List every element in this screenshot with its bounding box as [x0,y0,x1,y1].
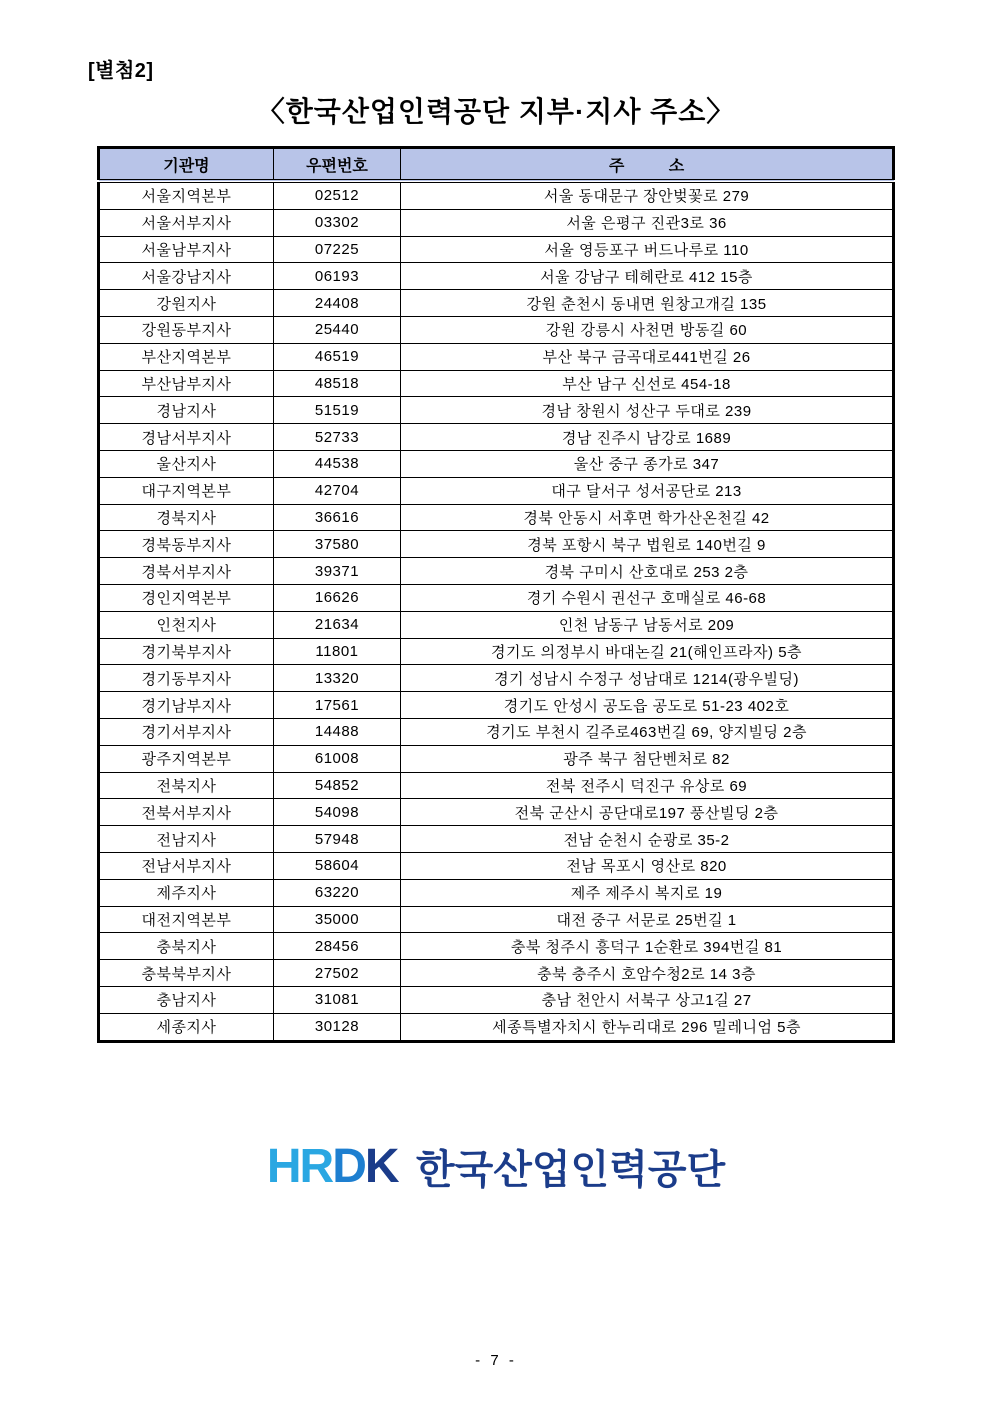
cell-org: 제주지사 [99,879,274,906]
cell-address: 강원 강릉시 사천면 방동길 60 [401,316,894,343]
table-row [99,316,894,343]
cell-org: 경인지역본부 [99,584,274,611]
cell-org: 충북지사 [99,933,274,960]
table-row [99,504,894,531]
cell-postal: 39371 [273,558,400,585]
table-row [99,611,894,638]
cell-address: 서울 동대문구 장안벚꽃로 279 [401,181,894,209]
cell-org: 서울지역본부 [99,181,274,209]
table-row [99,263,894,290]
column-header-address: 주 소 [401,148,894,182]
cell-address: 충북 청주시 흥덕구 1순환로 394번길 81 [401,933,894,960]
cell-postal: 46519 [273,343,400,370]
cell-org: 서울강남지사 [99,263,274,290]
table-row [99,718,894,745]
cell-org: 경북지사 [99,504,274,531]
table-row [99,450,894,477]
page-title: 〈한국산업인력공단 지부·지사 주소〉 [256,96,736,127]
cell-address: 부산 남구 신선로 454-18 [401,370,894,397]
cell-address: 경기도 안성시 공도읍 공도로 51-23 402호 [401,692,894,719]
cell-address: 전남 순천시 순광로 35-2 [401,826,894,853]
cell-postal: 07225 [273,236,400,263]
hrdk-logo-letters [267,1140,398,1193]
cell-address: 광주 북구 첨단벤처로 82 [401,745,894,772]
cell-org: 부산남부지사 [99,370,274,397]
cell-postal: 21634 [273,611,400,638]
cell-org: 충북북부지사 [99,960,274,987]
cell-postal: 58604 [273,852,400,879]
table-row [99,477,894,504]
cell-postal: 54852 [273,772,400,799]
cell-org: 대구지역본부 [99,477,274,504]
cell-address: 경북 안동시 서후면 학가산온천길 42 [401,504,894,531]
table-row [99,960,894,987]
cell-postal: 03302 [273,209,400,236]
logo-letter-h: H [266,1140,300,1193]
table-row [99,933,894,960]
cell-org: 충남지사 [99,986,274,1013]
logo-letter-d: D [332,1140,365,1193]
cell-address: 대전 중구 서문로 25번길 1 [401,906,894,933]
cell-postal: 63220 [273,879,400,906]
cell-org: 부산지역본부 [99,343,274,370]
cell-org: 서울남부지사 [99,236,274,263]
cell-address: 세종특별자치시 한누리대로 296 밀레니엄 5층 [401,1013,894,1041]
cell-org: 전남서부지사 [99,852,274,879]
table-row [99,745,894,772]
page-number: - 7 - [475,1352,517,1369]
cell-address: 전북 전주시 덕진구 유상로 69 [401,772,894,799]
table-row [99,209,894,236]
table-row [99,236,894,263]
logo-letter-r: R [299,1140,333,1193]
cell-org: 전남지사 [99,826,274,853]
logo-letter-k: K [364,1140,398,1193]
hrdk-logo [0,1138,992,1195]
table-row [99,879,894,906]
table-row [99,558,894,585]
hrdk-logo-name: 한국산업인력공단 [416,1148,726,1192]
cell-org: 울산지사 [99,450,274,477]
table-row [99,852,894,879]
address-table-body [99,181,894,1041]
cell-org: 전북지사 [99,772,274,799]
cell-postal: 44538 [273,450,400,477]
cell-address: 전남 목포시 영산로 820 [401,852,894,879]
table-row [99,799,894,826]
cell-postal: 02512 [273,181,400,209]
cell-org: 서울서부지사 [99,209,274,236]
cell-address: 서울 영등포구 버드나루로 110 [401,236,894,263]
table-row [99,665,894,692]
cell-org: 세종지사 [99,1013,274,1041]
cell-postal: 24408 [273,290,400,317]
cell-org: 경북동부지사 [99,531,274,558]
cell-postal: 42704 [273,477,400,504]
cell-address: 인천 남동구 남동서로 209 [401,611,894,638]
table-row [99,290,894,317]
cell-postal: 36616 [273,504,400,531]
table-row [99,584,894,611]
cell-postal: 35000 [273,906,400,933]
table-row [99,397,894,424]
table-row [99,772,894,799]
cell-postal: 25440 [273,316,400,343]
cell-address: 서울 강남구 테헤란로 412 15층 [401,263,894,290]
table-row [99,181,894,209]
cell-postal: 51519 [273,397,400,424]
cell-org: 강원동부지사 [99,316,274,343]
cell-org: 경기남부지사 [99,692,274,719]
cell-postal: 13320 [273,665,400,692]
cell-org: 전북서부지사 [99,799,274,826]
column-header-org: 기관명 [99,148,274,182]
cell-org: 경기서부지사 [99,718,274,745]
cell-address: 강원 춘천시 동내면 원창고개길 135 [401,290,894,317]
cell-postal: 57948 [273,826,400,853]
table-row [99,424,894,451]
cell-postal: 27502 [273,960,400,987]
cell-address: 경기도 의정부시 바대논길 21(해인프라자) 5층 [401,638,894,665]
table-row [99,906,894,933]
table-row [99,343,894,370]
table-row [99,638,894,665]
cell-postal: 61008 [273,745,400,772]
column-header-postal: 우편번호 [273,148,400,182]
cell-address: 울산 중구 종가로 347 [401,450,894,477]
cell-org: 경북서부지사 [99,558,274,585]
cell-address: 전북 군산시 공단대로197 풍산빌딩 2층 [401,799,894,826]
cell-postal: 30128 [273,1013,400,1041]
cell-postal: 06193 [273,263,400,290]
cell-postal: 37580 [273,531,400,558]
cell-postal: 16626 [273,584,400,611]
cell-address: 경기도 부천시 길주로463번길 69, 양지빌딩 2층 [401,718,894,745]
cell-address: 부산 북구 금곡대로441번길 26 [401,343,894,370]
cell-postal: 14488 [273,718,400,745]
cell-postal: 48518 [273,370,400,397]
table-row [99,826,894,853]
table-row [99,370,894,397]
attachment-label: [별첨2] [88,60,154,82]
cell-address: 경북 포항시 북구 법원로 140번길 9 [401,531,894,558]
cell-org: 광주지역본부 [99,745,274,772]
cell-org: 경남지사 [99,397,274,424]
cell-address: 경남 진주시 남강로 1689 [401,424,894,451]
cell-postal: 28456 [273,933,400,960]
cell-address: 대구 달서구 성서공단로 213 [401,477,894,504]
cell-org: 경기북부지사 [99,638,274,665]
cell-postal: 52733 [273,424,400,451]
cell-org: 경남서부지사 [99,424,274,451]
cell-org: 대전지역본부 [99,906,274,933]
cell-org: 경기동부지사 [99,665,274,692]
cell-address: 경기 성남시 수정구 성남대로 1214(광우빌딩) [401,665,894,692]
cell-org: 강원지사 [99,290,274,317]
address-table [97,146,895,1043]
cell-address: 경기 수원시 권선구 호매실로 46-68 [401,584,894,611]
cell-postal: 17561 [273,692,400,719]
cell-address: 충북 충주시 호암수청2로 14 3층 [401,960,894,987]
cell-org: 인천지사 [99,611,274,638]
cell-address: 경북 구미시 산호대로 253 2층 [401,558,894,585]
cell-address: 충남 천안시 서북구 상고1길 27 [401,986,894,1013]
cell-address: 경남 창원시 성산구 두대로 239 [401,397,894,424]
cell-postal: 54098 [273,799,400,826]
table-row [99,986,894,1013]
cell-address: 제주 제주시 복지로 19 [401,879,894,906]
table-row [99,692,894,719]
table-row [99,531,894,558]
cell-postal: 31081 [273,986,400,1013]
cell-address: 서울 은평구 진관3로 36 [401,209,894,236]
table-header-row [99,148,894,182]
table-row [99,1013,894,1041]
cell-postal: 11801 [273,638,400,665]
